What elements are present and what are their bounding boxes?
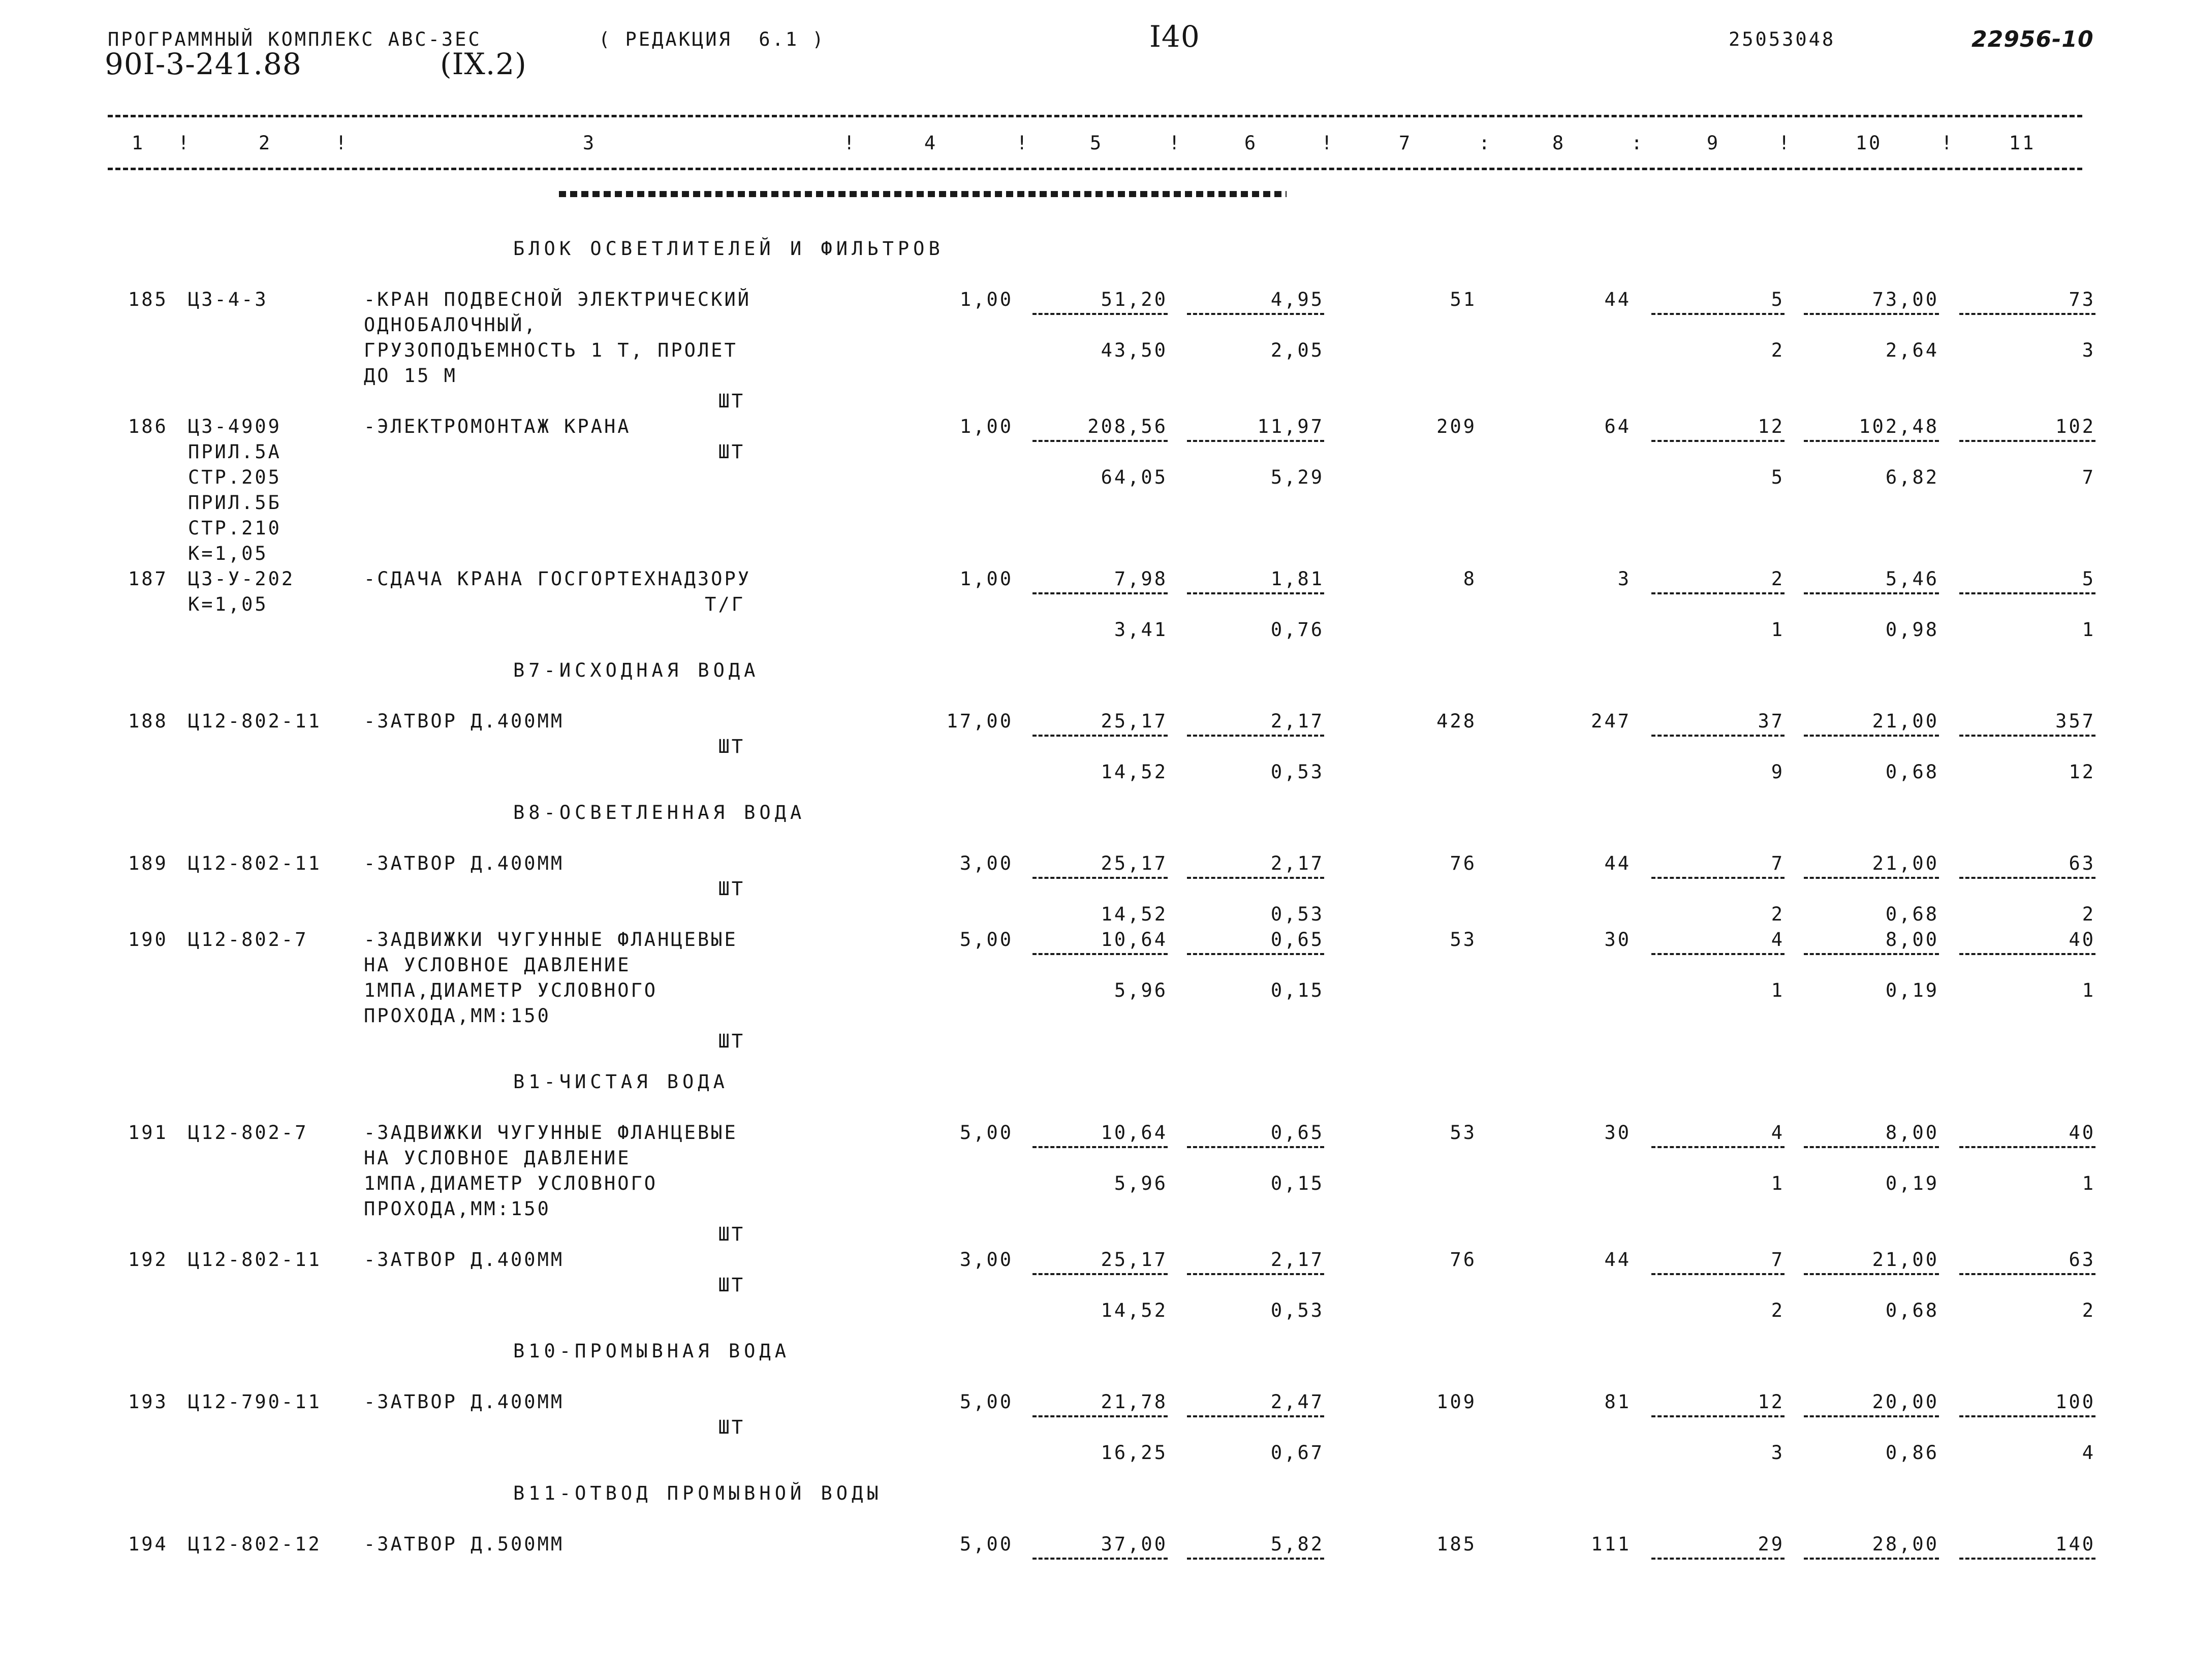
column-number: 8 xyxy=(1552,132,1566,154)
price-code: ЦЗ-4909 xyxy=(188,416,281,437)
price-code: ПРИЛ.5А xyxy=(188,441,281,463)
labor-unit: 8,00 xyxy=(1885,929,1939,950)
fraction-rule xyxy=(1959,440,2095,442)
column-number: 11 xyxy=(2009,132,2036,154)
total-cost: 53 xyxy=(1450,1122,1477,1144)
labor-unit: 5,46 xyxy=(1885,568,1939,590)
unit-cost-machine: 43,50 xyxy=(1101,339,1168,361)
wage-cost: 1,81 xyxy=(1270,568,1324,590)
edition-label: ( РЕДАКЦИЯ 6.1 ) xyxy=(599,28,826,50)
quantity: 3,00 xyxy=(959,1249,1013,1271)
labor-unit-machine: 0,98 xyxy=(1885,619,1939,641)
price-code: Ц12-790-11 xyxy=(188,1391,322,1413)
labor-unit: 21,00 xyxy=(1872,710,1939,732)
unit-cost-machine: 16,25 xyxy=(1101,1442,1168,1464)
wage-cost-machine: 0,53 xyxy=(1270,903,1324,925)
price-code: Ц12-802-11 xyxy=(188,710,322,732)
labor-sum: 140 xyxy=(2055,1533,2095,1555)
work-name: ПРОХОДА,ММ:150 xyxy=(364,1005,551,1027)
unit-cost-machine: 14,52 xyxy=(1101,761,1168,783)
column-number: 9 xyxy=(1706,132,1720,154)
labor-unit: 21,00 xyxy=(1872,1249,1939,1271)
quantity: 5,00 xyxy=(959,1122,1013,1144)
wage-cost: 2,17 xyxy=(1270,1249,1324,1271)
wage-cost: 4,95 xyxy=(1270,289,1324,310)
unit-cost: 25,17 xyxy=(1101,1249,1168,1271)
fraction-rule xyxy=(1804,877,1939,879)
work-name: -ЗАТВОР Д.400ММ xyxy=(364,710,565,732)
fraction-rule xyxy=(1032,592,1168,594)
unit-of-measure: ШТ xyxy=(718,878,745,900)
labor-total-machine: 1 xyxy=(1771,1172,1785,1194)
fraction-rule xyxy=(1959,1146,2095,1148)
total-wage: 3 xyxy=(1617,568,1631,590)
labor-sum: 40 xyxy=(2069,929,2095,950)
work-name: НА УСЛОВНОЕ ДАВЛЕНИЕ xyxy=(364,954,631,976)
labor-sum-machine: 12 xyxy=(2069,761,2095,783)
double-rule xyxy=(559,191,1287,197)
total-cost: 209 xyxy=(1436,416,1477,437)
labor-unit: 21,00 xyxy=(1872,852,1939,874)
price-code: Ц12-802-11 xyxy=(188,1249,322,1271)
price-code: ЦЗ-4-3 xyxy=(188,289,268,310)
unit-of-measure: Т/Г xyxy=(705,593,745,615)
labor-unit-machine: 6,82 xyxy=(1885,466,1939,488)
total-wage: 64 xyxy=(1604,416,1631,437)
fraction-rule xyxy=(1651,877,1785,879)
work-name: -ЗАТВОР Д.400ММ xyxy=(364,1391,565,1413)
labor-total-machine: 2 xyxy=(1771,903,1785,925)
fraction-rule xyxy=(1032,313,1168,315)
fraction-rule xyxy=(1187,1146,1324,1148)
row-number: 189 xyxy=(128,852,168,874)
wage-cost-machine: 5,29 xyxy=(1270,466,1324,488)
column-number: 2 xyxy=(258,132,272,154)
row-number: 186 xyxy=(128,416,168,437)
unit-cost: 21,78 xyxy=(1101,1391,1168,1413)
work-name: ОДНОБАЛОЧНЫЙ, xyxy=(364,314,538,336)
unit-cost-machine: 5,96 xyxy=(1114,979,1168,1001)
fraction-rule xyxy=(1032,1558,1168,1560)
fraction-rule xyxy=(1804,953,1939,955)
row-number: 187 xyxy=(128,568,168,590)
section-number: (IX.2) xyxy=(440,47,527,81)
work-name: -ЗАДВИЖКИ ЧУГУННЫЕ ФЛАНЦЕВЫЕ xyxy=(364,929,738,950)
fraction-rule xyxy=(1032,877,1168,879)
column-separator: : xyxy=(1479,132,1492,154)
work-name: -ЭЛЕКТРОМОНТАЖ КРАНА xyxy=(364,416,631,437)
price-code: ЦЗ-У-202 xyxy=(188,568,295,590)
row-number: 192 xyxy=(128,1249,168,1271)
unit-of-measure: ШТ xyxy=(718,1274,745,1296)
labor-total: 29 xyxy=(1758,1533,1785,1555)
labor-total-machine: 3 xyxy=(1771,1442,1785,1464)
fraction-rule xyxy=(1187,877,1324,879)
work-name: -ЗАДВИЖКИ ЧУГУННЫЕ ФЛАНЦЕВЫЕ xyxy=(364,1122,738,1144)
wage-cost-machine: 0,76 xyxy=(1270,619,1324,641)
quantity: 3,00 xyxy=(959,852,1013,874)
column-separator: ! xyxy=(1016,132,1030,154)
fraction-rule xyxy=(1032,440,1168,442)
row-number: 190 xyxy=(128,929,168,950)
section-title: БЛОК ОСВЕТЛИТЕЛЕЙ И ФИЛЬТРОВ xyxy=(513,238,944,260)
price-code: Ц12-802-7 xyxy=(188,929,308,950)
fraction-rule xyxy=(1032,953,1168,955)
labor-total: 7 xyxy=(1771,1249,1785,1271)
header-rule-top xyxy=(108,115,2082,117)
column-separator: ! xyxy=(335,132,349,154)
unit-cost: 10,64 xyxy=(1101,1122,1168,1144)
fraction-rule xyxy=(1032,1146,1168,1148)
fraction-rule xyxy=(1959,313,2095,315)
total-cost: 51 xyxy=(1450,289,1477,310)
fraction-rule xyxy=(1959,1415,2095,1417)
section-title: В10-ПРОМЫВНАЯ ВОДА xyxy=(513,1340,790,1362)
labor-total-machine: 5 xyxy=(1771,466,1785,488)
unit-cost: 51,20 xyxy=(1101,289,1168,310)
labor-total-machine: 9 xyxy=(1771,761,1785,783)
labor-sum: 63 xyxy=(2069,852,2095,874)
labor-total: 7 xyxy=(1771,852,1785,874)
work-name: -СДАЧА КРАНА ГОСГОРТЕХНАДЗОРУ xyxy=(364,568,752,590)
labor-sum: 5 xyxy=(2082,568,2095,590)
fraction-rule xyxy=(1187,735,1324,737)
fraction-rule xyxy=(1959,735,2095,737)
labor-total-machine: 2 xyxy=(1771,339,1785,361)
row-number: 191 xyxy=(128,1122,168,1144)
section-title: В7-ИСХОДНАЯ ВОДА xyxy=(513,659,760,681)
row-number: 188 xyxy=(128,710,168,732)
labor-sum-machine: 4 xyxy=(2082,1442,2095,1464)
wage-cost-machine: 0,15 xyxy=(1270,979,1324,1001)
wage-cost: 0,65 xyxy=(1270,929,1324,950)
wage-cost: 2,47 xyxy=(1270,1391,1324,1413)
unit-of-measure: ШТ xyxy=(718,441,745,463)
section-title: В11-ОТВОД ПРОМЫВНОЙ ВОДЫ xyxy=(513,1482,883,1504)
wage-cost: 11,97 xyxy=(1257,416,1324,437)
wage-cost: 2,17 xyxy=(1270,852,1324,874)
total-cost: 53 xyxy=(1450,929,1477,950)
labor-sum: 40 xyxy=(2069,1122,2095,1144)
price-code: К=1,05 xyxy=(188,543,268,564)
project-number: 90I-3-241.88 xyxy=(105,47,302,81)
column-number: 10 xyxy=(1855,132,1883,154)
fraction-rule xyxy=(1804,1273,1939,1275)
labor-unit: 102,48 xyxy=(1859,416,1939,437)
fraction-rule xyxy=(1804,1146,1939,1148)
column-number: 1 xyxy=(131,132,145,154)
total-wage: 44 xyxy=(1604,852,1631,874)
labor-unit: 73,00 xyxy=(1872,289,1939,310)
labor-sum-machine: 1 xyxy=(2082,1172,2095,1194)
unit-cost: 7,98 xyxy=(1114,568,1168,590)
labor-unit-machine: 0,68 xyxy=(1885,1299,1939,1321)
work-name: -ЗАТВОР Д.400ММ xyxy=(364,852,565,874)
fraction-rule xyxy=(1804,735,1939,737)
wage-cost: 0,65 xyxy=(1270,1122,1324,1144)
total-cost: 109 xyxy=(1436,1391,1477,1413)
fraction-rule xyxy=(1651,313,1785,315)
column-number: 7 xyxy=(1398,132,1413,154)
price-code: Ц12-802-11 xyxy=(188,852,322,874)
column-separator: ! xyxy=(1169,132,1182,154)
program-title: ПРОГРАММНЫЙ КОМПЛЕКС АВС-ЗЕС xyxy=(108,28,482,50)
column-separator: : xyxy=(1631,132,1645,154)
unit-cost-machine: 14,52 xyxy=(1101,1299,1168,1321)
labor-total: 4 xyxy=(1771,1122,1785,1144)
unit-of-measure: ШТ xyxy=(718,736,745,757)
unit-of-measure: ШТ xyxy=(718,1416,745,1438)
wage-cost: 2,17 xyxy=(1270,710,1324,732)
labor-unit: 28,00 xyxy=(1872,1533,1939,1555)
fraction-rule xyxy=(1032,1273,1168,1275)
fraction-rule xyxy=(1187,953,1324,955)
labor-sum: 102 xyxy=(2055,416,2095,437)
fraction-rule xyxy=(1032,735,1168,737)
fraction-rule xyxy=(1651,1415,1785,1417)
labor-sum: 357 xyxy=(2055,710,2095,732)
unit-cost-machine: 64,05 xyxy=(1101,466,1168,488)
labor-sum-machine: 1 xyxy=(2082,979,2095,1001)
work-name: -ЗАТВОР Д.400ММ xyxy=(364,1249,565,1271)
work-name: -ЗАТВОР Д.500ММ xyxy=(364,1533,565,1555)
document-code: 25053048 xyxy=(1729,28,1836,50)
labor-total: 5 xyxy=(1771,289,1785,310)
column-separator: ! xyxy=(843,132,857,154)
fraction-rule xyxy=(1651,1558,1785,1560)
total-wage: 30 xyxy=(1604,1122,1631,1144)
wage-cost-machine: 0,15 xyxy=(1270,1172,1324,1194)
labor-unit-machine: 0,19 xyxy=(1885,979,1939,1001)
unit-cost: 10,64 xyxy=(1101,929,1168,950)
row-number: 185 xyxy=(128,289,168,310)
fraction-rule xyxy=(1804,1558,1939,1560)
column-separator: ! xyxy=(178,132,192,154)
labor-unit-machine: 0,68 xyxy=(1885,903,1939,925)
labor-sum: 73 xyxy=(2069,289,2095,310)
fraction-rule xyxy=(1959,877,2095,879)
row-number: 193 xyxy=(128,1391,168,1413)
labor-sum-machine: 1 xyxy=(2082,619,2095,641)
labor-total-machine: 2 xyxy=(1771,1299,1785,1321)
price-code: СТР.210 xyxy=(188,517,281,539)
column-number: 4 xyxy=(924,132,938,154)
unit-cost: 208,56 xyxy=(1087,416,1168,437)
fraction-rule xyxy=(1804,313,1939,315)
total-wage: 247 xyxy=(1591,710,1631,732)
quantity: 1,00 xyxy=(959,568,1013,590)
column-separator: ! xyxy=(1321,132,1335,154)
fraction-rule xyxy=(1187,313,1324,315)
labor-unit-machine: 0,68 xyxy=(1885,761,1939,783)
total-cost: 185 xyxy=(1436,1533,1477,1555)
labor-sum-machine: 7 xyxy=(2082,466,2095,488)
price-code: Ц12-802-12 xyxy=(188,1533,322,1555)
section-title: В8-ОСВЕТЛЕННАЯ ВОДА xyxy=(513,802,806,823)
price-code: К=1,05 xyxy=(188,593,268,615)
document-number: 22956-10 xyxy=(1971,26,2094,52)
price-code: ПРИЛ.5Б xyxy=(188,492,281,514)
fraction-rule xyxy=(1804,440,1939,442)
labor-unit: 20,00 xyxy=(1872,1391,1939,1413)
page-number: I40 xyxy=(1149,19,1200,54)
labor-total-machine: 1 xyxy=(1771,619,1785,641)
total-cost: 8 xyxy=(1463,568,1477,590)
fraction-rule xyxy=(1187,1415,1324,1417)
unit-cost-machine: 5,96 xyxy=(1114,1172,1168,1194)
unit-cost-machine: 3,41 xyxy=(1114,619,1168,641)
fraction-rule xyxy=(1187,1558,1324,1560)
total-wage: 44 xyxy=(1604,1249,1631,1271)
quantity: 1,00 xyxy=(959,416,1013,437)
fraction-rule xyxy=(1959,953,2095,955)
work-name: 1МПА,ДИАМЕТР УСЛОВНОГО xyxy=(364,979,658,1001)
fraction-rule xyxy=(1804,1415,1939,1417)
unit-cost: 37,00 xyxy=(1101,1533,1168,1555)
labor-total: 37 xyxy=(1758,710,1785,732)
unit-of-measure: ШТ xyxy=(718,390,745,412)
labor-sum: 100 xyxy=(2055,1391,2095,1413)
unit-of-measure: ШТ xyxy=(718,1030,745,1052)
total-cost: 76 xyxy=(1450,852,1477,874)
work-name: ГРУЗОПОДЪЕМНОСТЬ 1 Т, ПРОЛЕТ xyxy=(364,339,738,361)
fraction-rule xyxy=(1187,1273,1324,1275)
labor-sum-machine: 2 xyxy=(2082,1299,2095,1321)
quantity: 5,00 xyxy=(959,1391,1013,1413)
fraction-rule xyxy=(1959,592,2095,594)
labor-total: 12 xyxy=(1758,1391,1785,1413)
work-name: НА УСЛОВНОЕ ДАВЛЕНИЕ xyxy=(364,1147,631,1169)
total-cost: 428 xyxy=(1436,710,1477,732)
fraction-rule xyxy=(1651,1146,1785,1148)
fraction-rule xyxy=(1651,592,1785,594)
total-wage: 81 xyxy=(1604,1391,1631,1413)
unit-of-measure: ШТ xyxy=(718,1223,745,1245)
wage-cost: 5,82 xyxy=(1270,1533,1324,1555)
fraction-rule xyxy=(1651,440,1785,442)
header-rule-bottom xyxy=(108,168,2082,170)
unit-cost: 25,17 xyxy=(1101,852,1168,874)
wage-cost-machine: 2,05 xyxy=(1270,339,1324,361)
column-separator: ! xyxy=(1778,132,1792,154)
labor-sum-machine: 3 xyxy=(2082,339,2095,361)
column-separator: ! xyxy=(1941,132,1955,154)
quantity: 17,00 xyxy=(946,710,1013,732)
fraction-rule xyxy=(1032,1415,1168,1417)
column-number: 3 xyxy=(582,132,597,154)
wage-cost-machine: 0,67 xyxy=(1270,1442,1324,1464)
price-code: СТР.205 xyxy=(188,466,281,488)
work-name: -КРАН ПОДВЕСНОЙ ЭЛЕКТРИЧЕСКИЙ xyxy=(364,289,752,310)
total-wage: 44 xyxy=(1604,289,1631,310)
labor-sum: 63 xyxy=(2069,1249,2095,1271)
section-title: В1-ЧИСТАЯ ВОДА xyxy=(513,1071,729,1093)
wage-cost-machine: 0,53 xyxy=(1270,1299,1324,1321)
wage-cost-machine: 0,53 xyxy=(1270,761,1324,783)
labor-total-machine: 1 xyxy=(1771,979,1785,1001)
labor-total: 12 xyxy=(1758,416,1785,437)
labor-unit-machine: 2,64 xyxy=(1885,339,1939,361)
labor-total: 4 xyxy=(1771,929,1785,950)
fraction-rule xyxy=(1651,1273,1785,1275)
fraction-rule xyxy=(1651,735,1785,737)
fraction-rule xyxy=(1187,440,1324,442)
price-code: Ц12-802-7 xyxy=(188,1122,308,1144)
total-cost: 76 xyxy=(1450,1249,1477,1271)
labor-unit-machine: 0,86 xyxy=(1885,1442,1939,1464)
quantity: 5,00 xyxy=(959,1533,1013,1555)
work-name: ПРОХОДА,ММ:150 xyxy=(364,1198,551,1220)
labor-unit: 8,00 xyxy=(1885,1122,1939,1144)
labor-unit-machine: 0,19 xyxy=(1885,1172,1939,1194)
work-name: ДО 15 М xyxy=(364,365,457,387)
labor-total: 2 xyxy=(1771,568,1785,590)
row-number: 194 xyxy=(128,1533,168,1555)
column-number: 5 xyxy=(1089,132,1104,154)
unit-cost-machine: 14,52 xyxy=(1101,903,1168,925)
column-number: 6 xyxy=(1244,132,1258,154)
fraction-rule xyxy=(1187,592,1324,594)
fraction-rule xyxy=(1651,953,1785,955)
fraction-rule xyxy=(1959,1558,2095,1560)
fraction-rule xyxy=(1804,592,1939,594)
unit-cost: 25,17 xyxy=(1101,710,1168,732)
labor-sum-machine: 2 xyxy=(2082,903,2095,925)
fraction-rule xyxy=(1959,1273,2095,1275)
total-wage: 111 xyxy=(1591,1533,1631,1555)
work-name: 1МПА,ДИАМЕТР УСЛОВНОГО xyxy=(364,1172,658,1194)
total-wage: 30 xyxy=(1604,929,1631,950)
quantity: 1,00 xyxy=(959,289,1013,310)
quantity: 5,00 xyxy=(959,929,1013,950)
